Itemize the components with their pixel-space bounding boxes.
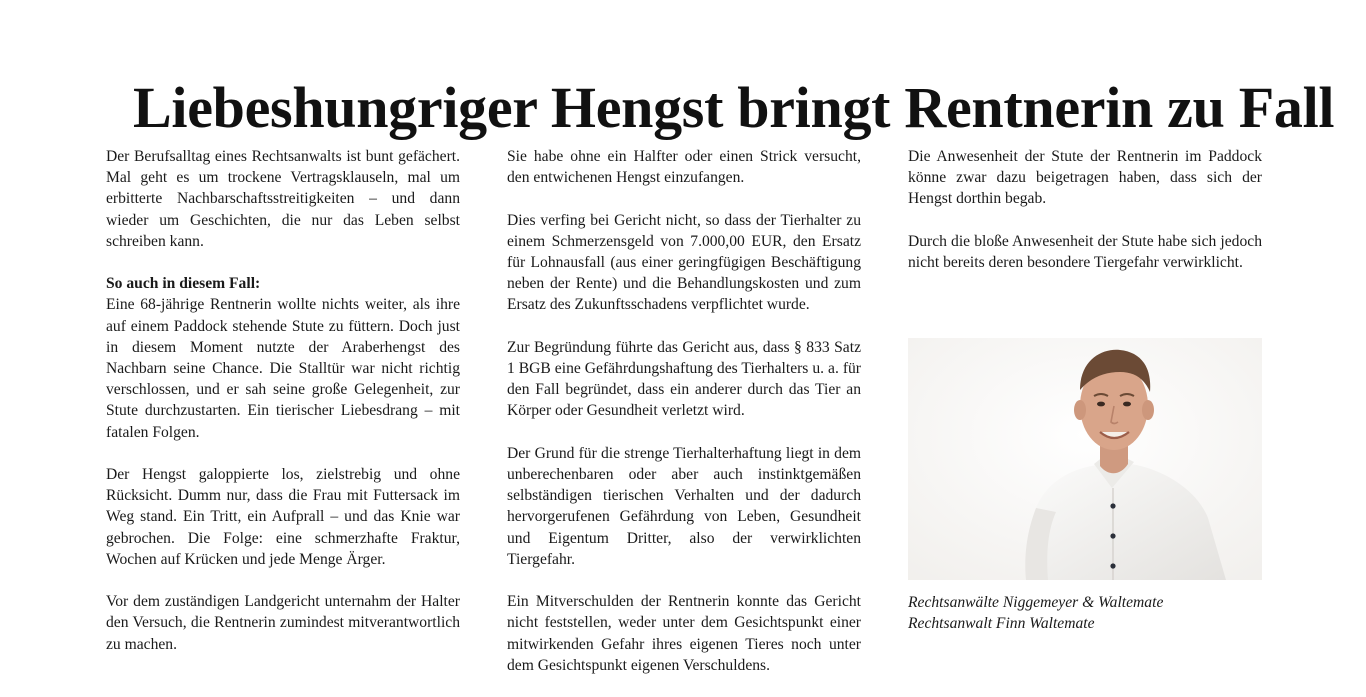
column-1 <box>106 146 460 676</box>
paragraph: Der Grund für die strenge Tierhalterhaftung liegt in dem unberechenbaren oder aber auch instinktgemäßen selbständigen tierischen Verhalten und der dadurch hervorgerufenen Gefährdung von Leben, Gesundheit und Eigentum Dritter, also der verwirklichten Tiergefahr. <box>507 444 861 568</box>
portrait-photo <box>908 338 1262 580</box>
paragraph-text: Eine 68-jährige Rentnerin wollte nichts weiter, als ihre auf einem Paddock stehende Stute zu füttern. Doch just in diesem Moment nutzte der Araberhengst des Nachbarn seine Chance. Die Stalltür war nicht richtig verschlossen, und er sah seine große Gelegenheit, zur Stute durchzustarten. Ein tierischer Liebesdrang – mit fatalen Folgen. <box>106 296 460 441</box>
column-2 <box>507 146 861 697</box>
paragraph: Dies verfing bei Gericht nicht, so dass der Tierhalter zu einem Schmerzensgeld von 7.000,00 EUR, den Ersatz für Lohnausfall (aus einer geringfügigen Beschäftigung neben der Rente) und die Behandlungskosten und zum Ersatz des Zukunftsschadens verpflichtet wurde. <box>507 211 861 314</box>
paragraph: Sie habe ohne ein Halfter oder einen Strick versucht, den entwichenen Hengst einzufangen. <box>507 148 861 187</box>
caption-line: Rechtsanwalt Finn Waltemate <box>908 615 1095 633</box>
paragraph <box>106 273 460 443</box>
caption-line: Rechtsanwälte Niggemeyer & Waltemate <box>908 594 1164 611</box>
portrait-illustration <box>908 338 1262 580</box>
paragraph: Die Anwesenheit der Stute der Rentnerin im Paddock könne zwar dazu beigetragen haben, dass sich der Hengst dorthin begab. <box>908 148 1262 208</box>
paragraph: Durch die bloße Anwesenheit der Stute habe sich jedoch nicht bereits deren besondere Tiergefahr verwirklicht. <box>908 232 1262 271</box>
column-3 <box>908 146 1262 294</box>
paragraph: Der Berufsalltag eines Rechtsanwalts ist bunt gefächert. Mal geht es um trockene Vertragsklauseln, mal um erbitterte Nachbarschaftsstreitigkeiten – und dann wieder um Geschichten, die nur das Leben selbst schreiben kann. <box>106 148 460 250</box>
paragraph: Ein Mitverschulden der Rentnerin konnte das Gericht nicht feststellen, weder unter dem Gesichtspunkt einer mitwirkenden Gefahr ihres eigenen Tieres noch unter dem Gesichtspunkt eigenen Verschuldens. <box>507 593 861 674</box>
paragraph: Zur Begründung führte das Gericht aus, dass § 833 Satz 1 BGB eine Gefährdungshaftung des Tierhalters u. a. für den Fall begründet, dass ein anderer durch das Tier an Körper oder Gesundheit verletzt wird. <box>507 338 861 420</box>
article-title: Liebeshungriger Hengst bringt Rentnerin zu Fall <box>133 74 1335 140</box>
subheading: So auch in diesem Fall: <box>106 275 261 293</box>
paragraph: Der Hengst galoppierte los, zielstrebig und ohne Rücksicht. Dumm nur, dass die Frau mit Futtersack im Weg stand. Ein Tritt, ein Aufprall – und das Knie war gebrochen. Die Folge: eine schmerzhafte Fraktur, Wochen auf Krücken und jede Menge Ärger. <box>106 466 460 568</box>
photo-caption <box>908 592 1262 634</box>
paragraph: Vor dem zuständigen Landgericht unternahm der Halter den Versuch, die Rentnerin zumindest mitverantwortlich zu machen. <box>106 593 460 653</box>
